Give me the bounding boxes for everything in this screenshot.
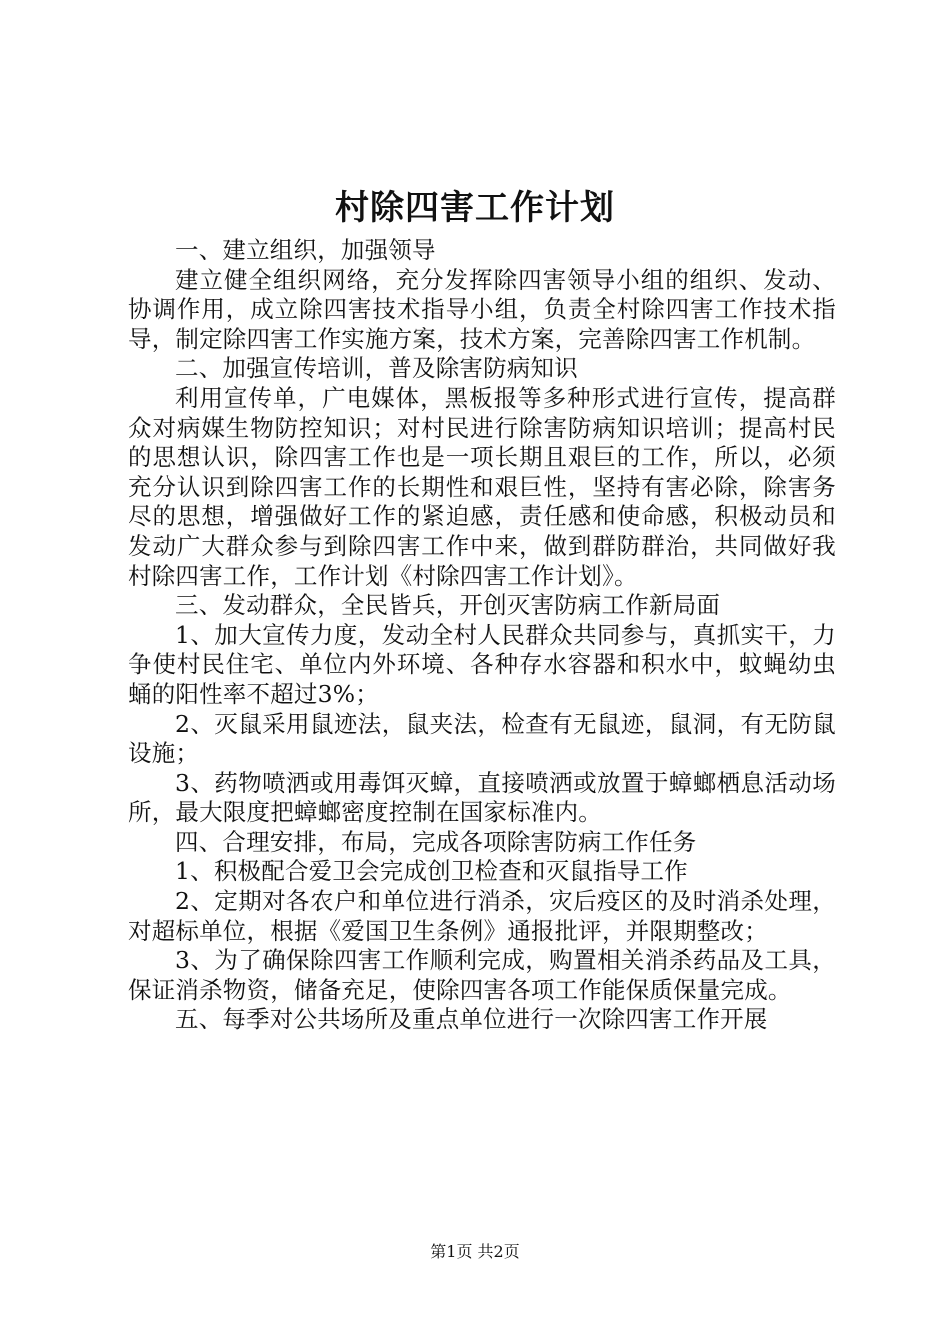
list-item: 1、积极配合爱卫会完成创卫检查和灭鼠指导工作 xyxy=(175,857,688,886)
section-heading-1: 一、建立组织，加强领导 xyxy=(175,236,436,264)
paragraph: 利用宣传单，广电媒体，黑板报等多种形式进行宣传，提高群众对病媒生物防控知识；对村民进行除害防病知识培训；提高村民的思想认识，除四害工作也是一项长期且艰巨的工作，所以，必须充分认识到除四害工作的长期性和艰巨性，坚持有害必除，除害务尽的思想，增强做好工作的紧迫感，责任感和使命感，积极动员和发动广大群众参与到除四害工作中来，做到群防群治，共同做好我村除四害工作，工作计划《村除四害工作计划》。 xyxy=(128,383,836,590)
paragraph: 建立健全组织网络，充分发挥除四害领导小组的组织、发动、协调作用，成立除四害技术指导小组，负责全村除四害工作技术指导，制定除四害工作实施方案，技术方案，完善除四害工作机制。 xyxy=(128,265,836,353)
list-item: 2、定期对各农户和单位进行消杀，灾后疫区的及时消杀处理，对超标单位，根据《爱国卫生条例》通报批评，并限期整改； xyxy=(128,887,836,945)
list-item: 3、为了确保除四害工作顺利完成，购置相关消杀药品及工具，保证消杀物资，储备充足，使除四害各项工作能保质保量完成。 xyxy=(128,946,836,1004)
section-heading-4: 四、合理安排，布局，完成各项除害防病工作任务 xyxy=(175,827,697,856)
list-item: 1、加大宣传力度，发动全村人民群众共同参与，真抓实干，力争使村民住宅、单位内外环境、各种存水容器和积水中，蚊蝇幼虫蛹的阳性率不超过3%； xyxy=(128,620,836,708)
document-body xyxy=(128,236,836,1035)
list-item: 3、药物喷洒或用毒饵灭蟑，直接喷洒或放置于蟑螂栖息活动场所，最大限度把蟑螂密度控制在国家标准内。 xyxy=(128,768,836,827)
document-title: 村除四害工作计划 xyxy=(335,188,615,228)
section-heading-3: 三、发动群众，全民皆兵，开创灭害防病工作新局面 xyxy=(175,591,721,620)
list-item: 2、灭鼠采用鼠迹法，鼠夹法，检查有无鼠迹，鼠洞，有无防鼠设施； xyxy=(128,709,836,768)
section-heading-5: 五、每季对公共场所及重点单位进行一次除四害工作开展 xyxy=(175,1005,768,1034)
page-number: 第1页 共2页 xyxy=(430,1242,520,1261)
section-heading-2: 二、加强宣传培训，普及除害防病知识 xyxy=(175,354,578,383)
